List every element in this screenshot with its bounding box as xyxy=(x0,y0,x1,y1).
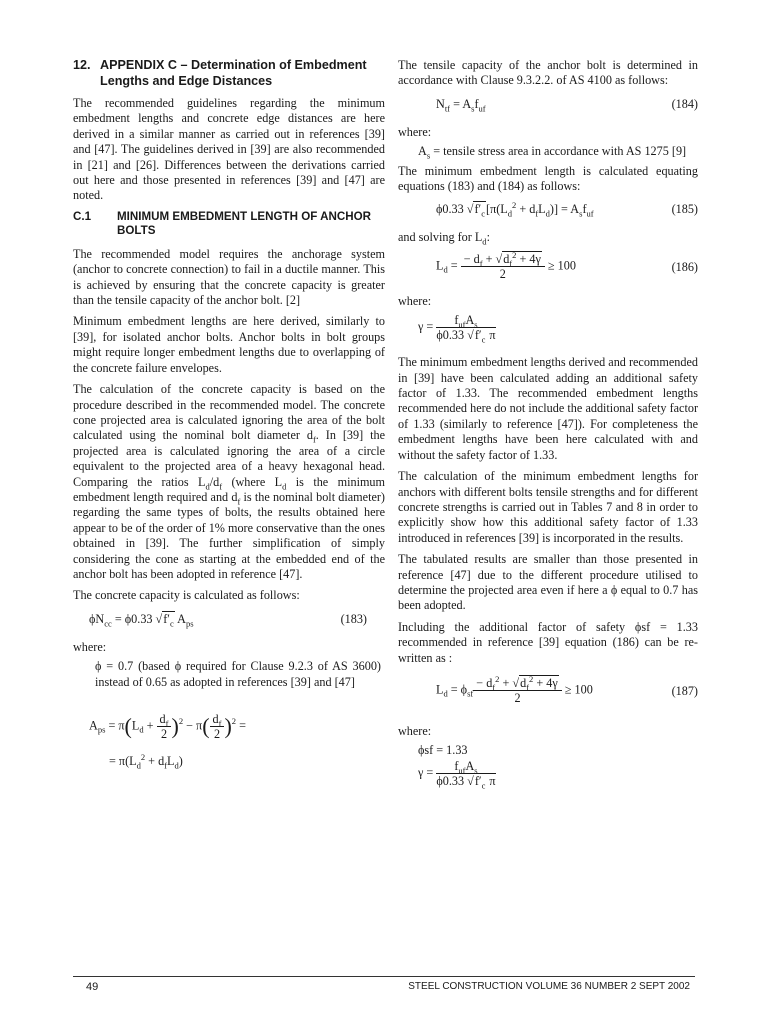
equation-187: $L_d = \phi_{sf}$ $\frac{- d_f^2 + √d_f^2 + 4\gamma}{2}$ ≥ 100 (187) xyxy=(436,673,698,705)
equation-number: (183) xyxy=(340,611,367,626)
where-label: where: xyxy=(398,124,432,139)
section-number: C.1 xyxy=(73,209,92,223)
solving-for-label: and solving for $L_d$: xyxy=(398,230,490,247)
phisf-value: ϕsf = 1.33 xyxy=(418,743,468,758)
left-column xyxy=(73,58,385,774)
appendix-heading xyxy=(73,58,385,89)
paragraph-additional-factor: Including the additional factor of safety ϕsf = 1.33 recommended in reference [39] equation (186) can be re-written as : xyxy=(398,619,698,665)
right-column xyxy=(398,58,698,801)
equation-aps-simplified: = $\pi(L_d^2 + d_fL_d)$ xyxy=(109,751,183,771)
as-definition: $A_s$ = tensile stress area in accordance with AS 1275 [9] xyxy=(418,144,687,161)
paragraph-concrete-capacity: The calculation of the concrete capacity is based on the procedure described in the recommended model. The concrete cone projected area is calculated ignoring the area of the bolt calculated using the nominal bolt diameter $d_f$. In [39] the projected area is calculated ignoring the area of a circle equivalent to the projected area of a heavy hexagonal head. Comparing the ratios $L_d/d_f$ (where $L_d$ is the minimum embedment length required and $d_f$ is the nominal bolt diameter) regarding the same types of bolts, the results obtained here appear to be of the order of 1% more conservative than the ones obtained in [39]. The further simplification of simply considering the cone as starting at the embedded end of the anchor bolt has been adopted in reference [47]. xyxy=(73,382,386,581)
equation-185: ϕ0.33 $√f'_c[\pi(L_d^2 + d_fL_d)] = A_sf_{uf}$ (185) xyxy=(436,200,698,219)
equation-number: (186) xyxy=(671,259,698,274)
equation-number: (187) xyxy=(671,683,698,698)
equation-number: (185) xyxy=(671,202,698,217)
equation-183: $\phi N_{cc} = \phi 0.33$ $√f'_c$ $A_{ps}$ (183) xyxy=(89,611,367,629)
appendix-number: 12. xyxy=(73,58,91,72)
paragraph-tables: The calculation of the minimum embedment lengths for anchors with different bolts tensile strengths and for different concrete strengths is carried out in Tables 7 and 8 in order to explicitly show how this additional safety factor of 1.33 introduced in references [39] is incorporated in the results. xyxy=(398,469,698,545)
footer-rule xyxy=(73,976,695,977)
section-title: MINIMUM EMBEDMENT LENGTH OF ANCHOR BOLTS xyxy=(117,209,371,238)
journal-footer: STEEL CONSTRUCTION VOLUME 36 NUMBER 2 SEPT 2002 xyxy=(408,981,690,992)
paragraph-tabulated: The tabulated results are smaller than those presented in reference [47] due to the different procedure utilised to determine the projected area even if here a ϕ equal to 0.7 has been adopted. xyxy=(398,552,698,613)
where-label: where: xyxy=(398,293,432,308)
intro-paragraph: The recommended guidelines regarding the minimum embedment lengths and concrete edge distances are here derived in a similar manner as carried out in references [39] and [47]. The guidelines derived in [39] are also recommended in [21] and [26]. Differences between the derivations carried out here and those presented in references [39] and [47] are noted. xyxy=(73,96,385,203)
equation-186: $L_d$ = $\frac{- d_f + √d_f^2 + 4\gamma}{2}$ ≥ 100 (186) xyxy=(436,249,698,281)
paragraph-tensile-capacity: The tensile capacity of the anchor bolt is determined in accordance with Clause 9.3.2.2. of AS 4100 as follows: xyxy=(398,58,698,88)
where-label: where: xyxy=(398,723,432,738)
equation-aps: $A_{ps} = \pi(L_d$ + $\frac{d_f}{2}$ )$^2$ − π( $\frac{d_f}{2}$ )$^2$ = xyxy=(89,712,246,741)
equation-gamma: γ = $\frac{f_{uf}A_s}{\phi 0.33 √f'_c \pi}$ xyxy=(418,313,496,345)
section-heading xyxy=(73,210,385,239)
paragraph-safety-factor: The minimum embedment lengths derived and recommended in [39] have been calculated adding an additional safety factor of 1.33. The recommended embedment lengths recommended here do not include the additional safety factor of 1.33 (similarly to reference [47]). For completeness the embedment lengths have been here calculated with and without the safety factor of 1.33. xyxy=(398,355,698,462)
equation-gamma-2: γ = $\frac{f_{uf}A_s}{\phi 0.33 √f'_c \pi}$ xyxy=(418,758,496,791)
paragraph-ductile: The recommended model requires the anchorage system (anchor to concrete connection) to fail in a ductile manner. This is achieved by ensuring that the concrete capacity is greater than the tensile capacity of the anchor bolt. [2] xyxy=(73,246,385,308)
paragraph-minimum-lengths: Minimum embedment lengths are here derived, similarly to [39], for isolated anchor bolts. Anchor bolts in bolt groups might require longer embedment lengths due to overlapping of the concrete failure envelopes. xyxy=(73,314,385,375)
where-label: where: xyxy=(73,639,107,654)
appendix-title: APPENDIX C – Determination of Embedment Lengths and Edge Distances xyxy=(100,58,367,88)
paragraph-equating: The minimum embedment length is calculated equating equations (183) and (184) as follows: xyxy=(398,163,698,194)
paragraph-calc-intro: The concrete capacity is calculated as follows: xyxy=(73,588,300,603)
equation-184: $N_{tf} = A_sf_{uf}$ (184) xyxy=(436,96,698,114)
phi-definition: ϕ = 0.7 (based ϕ required for Clause 9.2.3 of AS 3600) instead of 0.65 as adopted in references [39] and [47] xyxy=(95,659,381,689)
page-number: 49 xyxy=(86,981,99,993)
equation-number: (184) xyxy=(671,96,698,111)
